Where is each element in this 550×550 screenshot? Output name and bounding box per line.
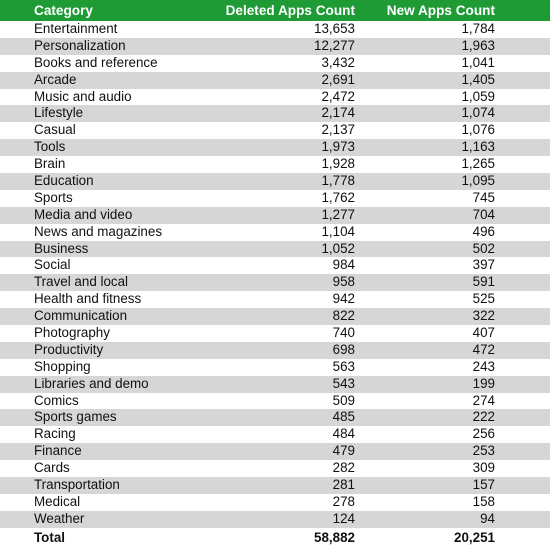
cell-deleted-count: 1,104 <box>321 223 355 239</box>
header-category: Category <box>34 3 93 18</box>
cell-category: Arcade <box>34 71 77 87</box>
cell-deleted-count: 13,653 <box>314 21 355 36</box>
cell-category: Tools <box>34 139 66 155</box>
table-row <box>0 291 550 308</box>
table-row <box>0 376 550 393</box>
cell-category: Entertainment <box>34 21 118 36</box>
cell-deleted-count: 282 <box>332 460 355 476</box>
cell-new-count: 253 <box>472 443 495 459</box>
header-deleted-apps: Deleted Apps Count <box>225 3 355 18</box>
table-row <box>0 477 550 494</box>
cell-category: News and magazines <box>34 223 163 239</box>
table-row <box>0 257 550 274</box>
cell-deleted-count: 822 <box>332 308 355 324</box>
table-row <box>0 173 550 190</box>
cell-category: Casual <box>34 122 76 138</box>
cell-deleted-count: 12,277 <box>314 37 355 53</box>
cell-new-count: 1,059 <box>461 88 495 104</box>
cell-new-count: 309 <box>472 460 495 476</box>
cell-new-count: 1,963 <box>461 37 495 53</box>
cell-category: Shopping <box>34 358 91 374</box>
cell-deleted-count: 479 <box>332 443 355 459</box>
cell-category: Finance <box>34 443 82 459</box>
cell-category: Brain <box>34 156 66 172</box>
cell-deleted-count: 281 <box>332 477 355 493</box>
table-row <box>0 241 550 258</box>
table-row <box>0 494 550 511</box>
table-row <box>0 105 550 122</box>
cell-new-count: 1,163 <box>461 139 495 155</box>
cell-category: Music and audio <box>34 88 132 104</box>
table-row <box>0 274 550 291</box>
cell-new-count: 1,265 <box>461 156 495 172</box>
cell-deleted-count: 1,928 <box>321 156 355 172</box>
cell-category: Cards <box>34 460 70 476</box>
cell-deleted-count: 484 <box>332 426 355 442</box>
cell-deleted-count: 1,762 <box>321 189 355 205</box>
cell-category: Business <box>34 240 89 256</box>
cell-new-count: 745 <box>472 189 495 205</box>
table-row <box>0 325 550 342</box>
cell-new-count: 158 <box>472 493 495 509</box>
cell-deleted-count: 740 <box>332 325 355 341</box>
cell-category: Social <box>34 257 71 273</box>
cell-deleted-count: 1,052 <box>321 240 355 256</box>
cell-deleted-count: 1,778 <box>321 173 355 189</box>
cell-category: Media and video <box>34 206 133 222</box>
cell-new-count: 496 <box>472 223 495 239</box>
table-row <box>0 308 550 325</box>
cell-new-count: 243 <box>472 358 495 374</box>
cell-new-count: 502 <box>472 240 495 256</box>
cell-new-count: 322 <box>472 308 495 324</box>
cell-category: Weather <box>34 510 85 526</box>
table-row <box>0 89 550 106</box>
cell-category: Sports <box>34 189 73 205</box>
table-total-row <box>0 528 550 548</box>
cell-deleted-count: 2,472 <box>321 88 355 104</box>
cell-new-count: 199 <box>472 375 495 391</box>
cell-new-count: 94 <box>480 510 495 526</box>
cell-new-count: 1,405 <box>461 71 495 87</box>
cell-deleted-count: 2,137 <box>321 122 355 138</box>
cell-category: Sports games <box>34 409 117 425</box>
cell-new-count: 157 <box>472 477 495 493</box>
table-row <box>0 55 550 72</box>
cell-new-count: 407 <box>472 325 495 341</box>
cell-category: Comics <box>34 392 79 408</box>
cell-deleted-count: 2,691 <box>321 71 355 87</box>
cell-deleted-count: 563 <box>332 358 355 374</box>
table-body <box>0 21 550 528</box>
table-row <box>0 224 550 241</box>
table-row <box>0 426 550 443</box>
table-row <box>0 393 550 410</box>
cell-category: Health and fitness <box>34 291 142 307</box>
cell-category: Medical <box>34 493 81 509</box>
cell-deleted-count: 2,174 <box>321 105 355 121</box>
cell-category: Books and reference <box>34 54 158 70</box>
table-row <box>0 460 550 477</box>
table-row <box>0 359 550 376</box>
table-row <box>0 190 550 207</box>
table-row <box>0 511 550 528</box>
cell-category: Photography <box>34 325 110 341</box>
cell-deleted-count: 485 <box>332 409 355 425</box>
cell-new-count: 274 <box>472 392 495 408</box>
cell-new-count: 1,041 <box>461 54 495 70</box>
cell-new-count: 525 <box>472 291 495 307</box>
table-row <box>0 342 550 359</box>
cell-new-count: 222 <box>472 409 495 425</box>
cell-new-count: 1,076 <box>461 122 495 138</box>
total-label: Total <box>34 529 65 545</box>
cell-deleted-count: 509 <box>332 392 355 408</box>
cell-new-count: 1,784 <box>461 21 495 36</box>
cell-deleted-count: 942 <box>332 291 355 307</box>
table-header-row <box>0 0 550 21</box>
total-deleted: 58,882 <box>314 529 355 545</box>
cell-deleted-count: 1,973 <box>321 139 355 155</box>
cell-new-count: 704 <box>472 206 495 222</box>
cell-deleted-count: 698 <box>332 341 355 357</box>
cell-deleted-count: 278 <box>332 493 355 509</box>
cell-deleted-count: 3,432 <box>321 54 355 70</box>
table-row <box>0 139 550 156</box>
cell-category: Travel and local <box>34 274 129 290</box>
table-row <box>0 443 550 460</box>
cell-category: Communication <box>34 308 128 324</box>
table-row <box>0 122 550 139</box>
cell-new-count: 591 <box>472 274 495 290</box>
table-row <box>0 409 550 426</box>
header-new-apps: New Apps Count <box>386 3 495 18</box>
cell-category: Lifestyle <box>34 105 84 121</box>
cell-deleted-count: 543 <box>332 375 355 391</box>
table-row <box>0 21 550 38</box>
cell-category: Education <box>34 173 94 189</box>
cell-category: Libraries and demo <box>34 375 149 391</box>
table-row <box>0 207 550 224</box>
table-row <box>0 72 550 89</box>
cell-new-count: 397 <box>472 257 495 273</box>
total-new: 20,251 <box>454 529 495 545</box>
table-row <box>0 156 550 173</box>
cell-category: Racing <box>34 426 76 442</box>
cell-new-count: 1,095 <box>461 173 495 189</box>
cell-category: Productivity <box>34 341 104 357</box>
cell-category: Transportation <box>34 477 120 493</box>
cell-new-count: 1,074 <box>461 105 495 121</box>
cell-category: Personalization <box>34 37 126 53</box>
cell-deleted-count: 958 <box>332 274 355 290</box>
cell-new-count: 256 <box>472 426 495 442</box>
cell-deleted-count: 1,277 <box>321 206 355 222</box>
cell-deleted-count: 984 <box>332 257 355 273</box>
table-row <box>0 38 550 55</box>
cell-new-count: 472 <box>472 341 495 357</box>
cell-deleted-count: 124 <box>332 510 355 526</box>
